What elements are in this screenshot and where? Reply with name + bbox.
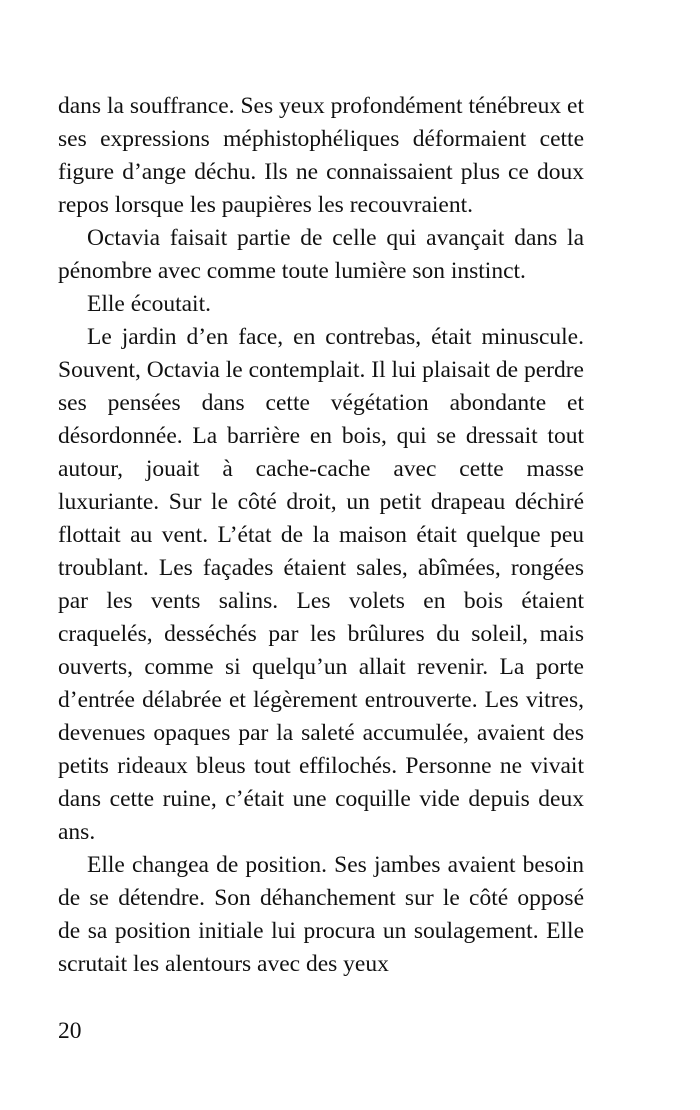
page-number: 20 [58,1018,82,1044]
paragraph-4: Le jardin d’en face, en contrebas, était minuscule. Souvent, Octavia le contemplait. Il lui plaisait de perdre ses pensées dans cette végétation abondante et désordonnée. La barrière en bois, qui se dressait tout autour, jouait à cache-cache avec cette masse luxuriante. Sur le côté droit, un petit drapeau déchiré flottait au vent. L’état de la maison était quelque peu troublant. Les façades étaient sales, abîmées, rongées par les vents salins. Les volets en bois étaient craquelés, desséchés par les brûlures du soleil, mais ouverts, comme si quelqu’un allait revenir. La porte d’entrée délabrée et légèrement entrouverte. Les vitres, devenues opaques par la saleté accumulée, avaient des petits rideaux bleus tout effilochés. Personne ne vivait dans cette ruine, c’était une coquille vide depuis deux ans. [58,324,584,845]
paragraph-5: Elle changea de position. Ses jambes avaient besoin de se détendre. Son déhanchement sur le côté opposé de sa position initiale lui procura un soulagement. Elle scrutait les alentours avec des yeux [58,852,584,977]
paragraph-2: Octavia faisait partie de celle qui avançait dans la pénombre avec comme toute lumière son instinct. [58,225,584,284]
paragraph-3: Elle écoutait. [87,291,211,317]
body-text [58,90,584,981]
paragraph-1: dans la souffrance. Ses yeux profondément ténébreux et ses expressions méphistophéliques déformaient cette figure d’ange déchu. Ils ne connaissaient plus ce doux repos lorsque les paupières les recouvraient. [58,93,584,218]
